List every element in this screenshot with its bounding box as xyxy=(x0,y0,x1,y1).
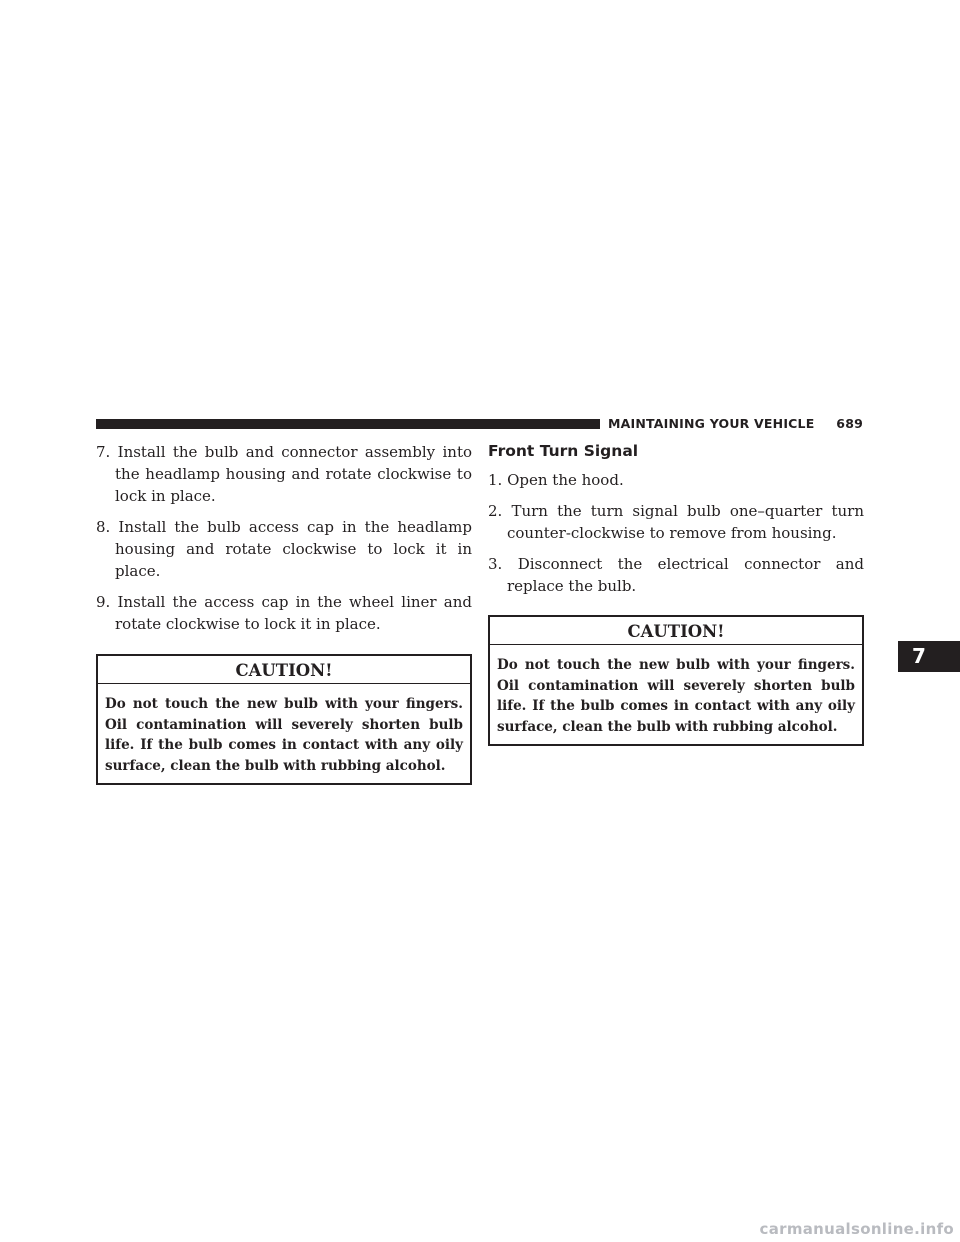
caution-box xyxy=(488,615,864,746)
watermark: carmanualsonline.info xyxy=(759,1220,954,1238)
right-step-list xyxy=(488,469,864,597)
step-item: 7. Install the bulb and connector assembly into the headlamp housing and rotate clockwise to lock in place. xyxy=(96,443,472,505)
left-step-list xyxy=(96,441,472,635)
step-item: 8. Install the bulb access cap in the headlamp housing and rotate clockwise to lock it in place. xyxy=(96,518,472,580)
caution-title: CAUTION! xyxy=(490,617,862,645)
caution-text: Do not touch the new bulb with your fingers. Oil contamination will severely shorten bulb life. If the bulb comes in contact with any oily surface, clean the bulb with rubbing alcohol. xyxy=(105,696,463,774)
running-header xyxy=(608,416,863,431)
step-item: 1. Open the hood. xyxy=(488,471,624,489)
header-rule xyxy=(96,419,600,429)
step-item: 9. Install the access cap in the wheel liner and rotate clockwise to lock it in place. xyxy=(96,593,472,633)
step-item: 3. Disconnect the electrical connector and replace the bulb. xyxy=(488,555,864,595)
section-title: MAINTAINING YOUR VEHICLE xyxy=(608,416,815,431)
caution-box xyxy=(96,654,472,785)
section-heading: Front Turn Signal xyxy=(488,442,639,460)
right-column xyxy=(488,441,864,746)
caution-title: CAUTION! xyxy=(98,656,470,684)
left-column xyxy=(96,441,472,785)
page-number: 689 xyxy=(836,416,863,431)
step-item: 2. Turn the turn signal bulb one–quarter turn counter-clockwise to remove from housing. xyxy=(488,502,864,542)
caution-text: Do not touch the new bulb with your fingers. Oil contamination will severely shorten bulb life. If the bulb comes in contact with any oily surface, clean the bulb with rubbing alcohol. xyxy=(497,657,855,735)
chapter-tab: 7 xyxy=(898,641,960,672)
